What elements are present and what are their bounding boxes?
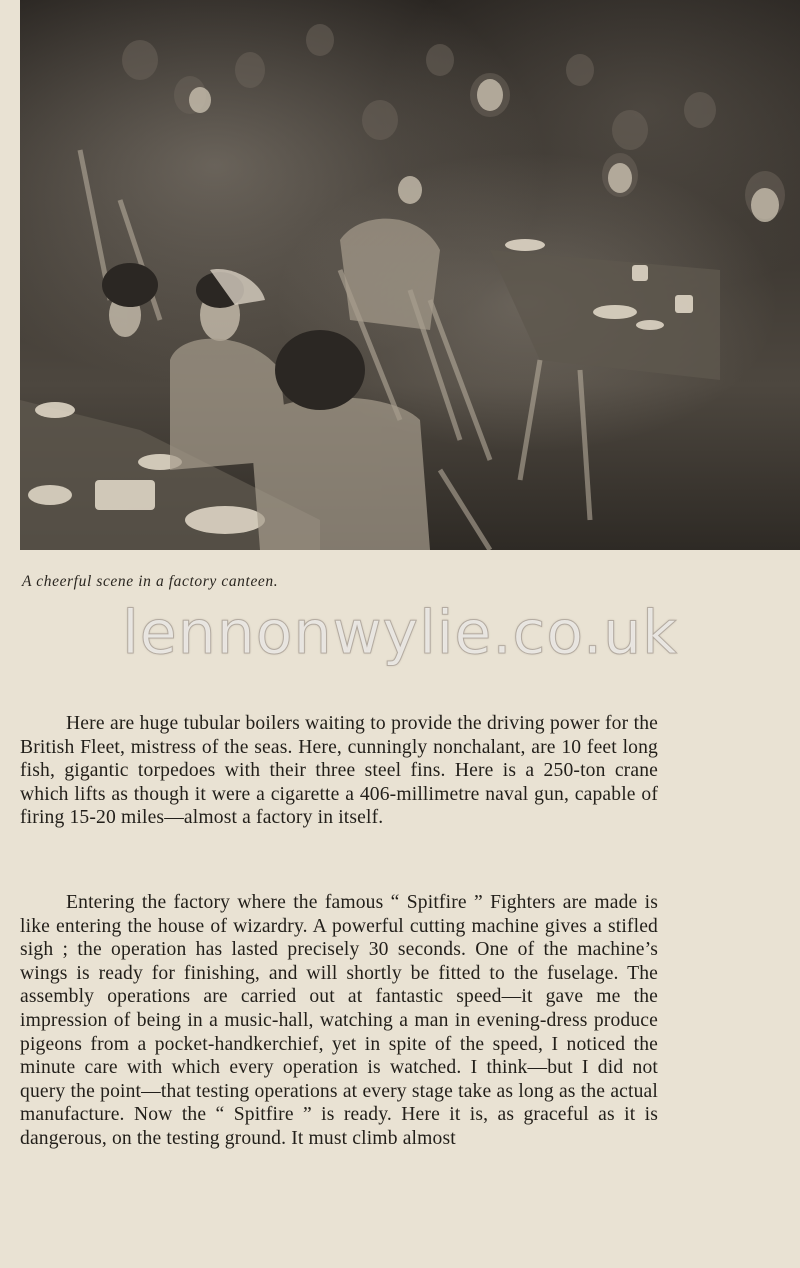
canteen-photograph — [20, 0, 800, 550]
canteen-photo-shapes — [20, 0, 800, 550]
body-paragraph: Here are huge tubular boilers waiting to provide the driving power for the British Fleet, mistress of the seas. Here, cunningly nonchalant, are 10 feet long fish, gigantic torpedoes with their three steel fins. Here is a 250-ton crane which lifts as though it were a cigarette a 406-millimetre naval gun, capable of firing 15-20 miles—almost a factory in itself. — [20, 713, 658, 829]
photo-caption: A cheerful scene in a factory canteen. — [22, 573, 279, 590]
body-paragraph: Entering the factory where the famous “ Spitfire ” Fighters are made is like entering the house of wizardry. A powerful cutting machine gives a stifled sigh ; the operation has lasted precisely 30 seconds. One of the machine’s wings is ready for finishing, and will shortly be fitted to the fuselage. The assembly operations are carried out at fantastic speed—it gave me the impression of being in a music-hall, watching a man in evening-dress produce pigeons from a pocket-handkerchief, yet in spite of the speed, I noticed the minute care with which every operation is watched. I think—but I did not query the point—that testing operations at every stage take as long as the actual manufacture. Now the “ Spitfire ” is ready. Here it is, as graceful as it is dangerous, on the testing ground. It must climb almost — [20, 892, 658, 1149]
watermark: lennonwylie.co.uk — [122, 598, 678, 668]
